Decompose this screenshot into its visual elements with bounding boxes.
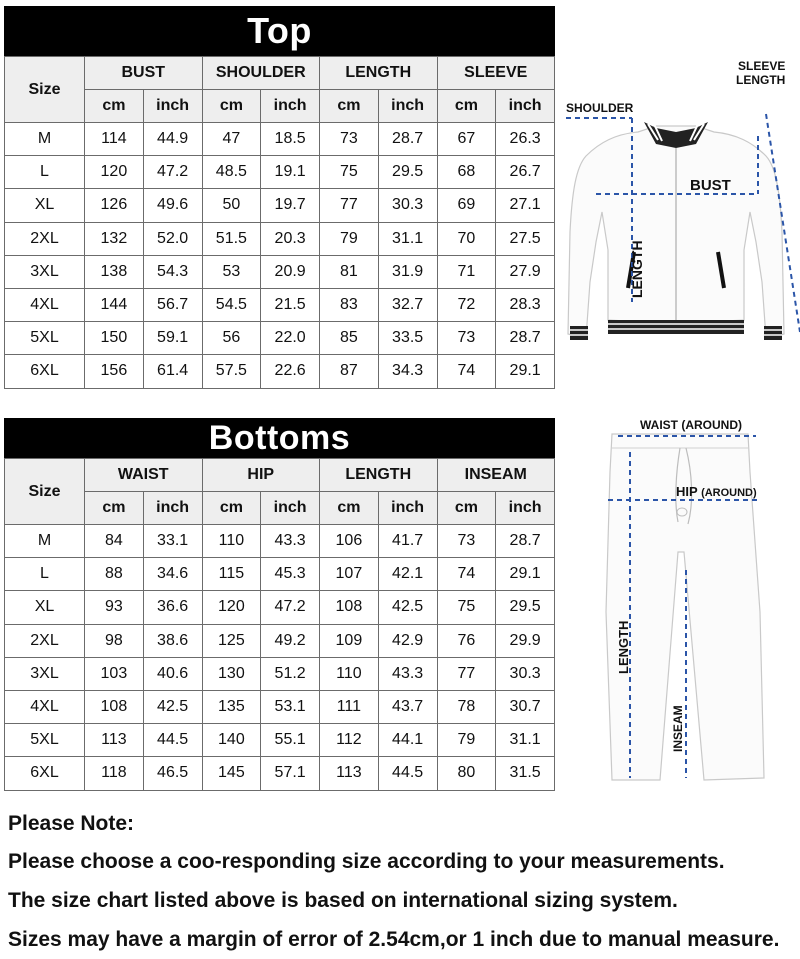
unit-header: cm (320, 492, 379, 525)
measurement-cell: 50 (202, 189, 261, 222)
measurement-cell: 54.3 (143, 255, 202, 288)
measurement-cell: 78 (437, 690, 496, 723)
measurement-cell: 80 (437, 757, 496, 790)
measurement-cell: 42.5 (378, 591, 437, 624)
measurement-cell: 42.9 (378, 624, 437, 657)
measurement-cell: 93 (85, 591, 144, 624)
sleeve-header: SLEEVE (437, 57, 555, 90)
table-row (5, 222, 555, 255)
measurement-cell: 29.9 (496, 624, 555, 657)
measurement-cell: 59.1 (143, 322, 202, 355)
size-cell: M (5, 123, 85, 156)
table-row (5, 657, 555, 690)
measurement-cell: 40.6 (143, 657, 202, 690)
measurement-cell: 113 (320, 757, 379, 790)
measurement-cell: 28.7 (496, 322, 555, 355)
measurement-cell: 71 (437, 255, 496, 288)
measurement-cell: 126 (85, 189, 144, 222)
measurement-cell: 114 (85, 123, 144, 156)
measurement-cell: 115 (202, 558, 261, 591)
unit-header: cm (320, 90, 379, 123)
measurement-cell: 31.5 (496, 757, 555, 790)
measurement-cell: 20.3 (261, 222, 320, 255)
measurement-cell: 42.5 (143, 690, 202, 723)
pants-length-label: LENGTH (616, 620, 631, 674)
measurement-cell: 30.7 (496, 690, 555, 723)
pants-waist-label (640, 418, 742, 432)
measurement-cell: 43.3 (261, 525, 320, 558)
pants-inseam-label: INSEAM (671, 705, 685, 752)
measurement-cell: 43.7 (378, 690, 437, 723)
measurement-cell: 83 (320, 288, 379, 321)
length-header: LENGTH (320, 459, 438, 492)
measurement-cell: 47 (202, 123, 261, 156)
table-row (5, 525, 555, 558)
measurement-cell: 84 (85, 525, 144, 558)
measurement-cell: 22.0 (261, 322, 320, 355)
measurement-cell: 29.1 (496, 355, 555, 388)
size-header: Size (5, 57, 85, 123)
measurement-cell: 44.5 (143, 724, 202, 757)
unit-header: cm (85, 90, 144, 123)
measurement-cell: 31.9 (378, 255, 437, 288)
measurement-cell: 18.5 (261, 123, 320, 156)
table-row (5, 757, 555, 790)
table-row (5, 322, 555, 355)
measurement-cell: 43.3 (378, 657, 437, 690)
measurement-cell: 26.7 (496, 156, 555, 189)
measurement-cell: 110 (320, 657, 379, 690)
shoulder-header: SHOULDER (202, 57, 320, 90)
unit-header: inch (261, 492, 320, 525)
size-cell: 6XL (5, 355, 85, 388)
bust-header: BUST (85, 57, 203, 90)
size-cell: 3XL (5, 255, 85, 288)
measurement-cell: 33.1 (143, 525, 202, 558)
measurement-cell: 29.5 (378, 156, 437, 189)
unit-header: inch (378, 90, 437, 123)
jacket-icon (568, 122, 784, 340)
measurement-cell: 51.5 (202, 222, 261, 255)
measurement-cell: 125 (202, 624, 261, 657)
measurement-cell: 29.1 (496, 558, 555, 591)
measurement-cell: 29.5 (496, 591, 555, 624)
measurement-cell: 103 (85, 657, 144, 690)
measurement-cell: 88 (85, 558, 144, 591)
size-cell: XL (5, 591, 85, 624)
measurement-cell: 56.7 (143, 288, 202, 321)
measurement-cell: 21.5 (261, 288, 320, 321)
unit-header: cm (437, 90, 496, 123)
measurement-cell: 67 (437, 123, 496, 156)
unit-header: inch (261, 90, 320, 123)
bottoms-size-section (4, 418, 555, 791)
measurement-cell: 75 (320, 156, 379, 189)
measurement-cell: 144 (85, 288, 144, 321)
measurement-cell: 150 (85, 322, 144, 355)
waist-header: WAIST (85, 459, 203, 492)
measurement-cell: 74 (437, 355, 496, 388)
pants-hip-text: HIP (676, 484, 698, 499)
measurement-cell: 109 (320, 624, 379, 657)
table-row (5, 690, 555, 723)
pants-waist-text: WAIST (640, 418, 678, 432)
measurement-cell: 79 (320, 222, 379, 255)
measurement-cell: 118 (85, 757, 144, 790)
measurement-cell: 120 (202, 591, 261, 624)
top-size-table (4, 56, 555, 389)
size-cell: M (5, 525, 85, 558)
size-cell: 6XL (5, 757, 85, 790)
jacket-shoulder-label: SHOULDER (566, 101, 634, 115)
measurement-cell: 79 (437, 724, 496, 757)
measurement-cell: 32.7 (378, 288, 437, 321)
measurement-cell: 26.3 (496, 123, 555, 156)
measurement-cell: 75 (437, 591, 496, 624)
measurement-cell: 30.3 (496, 657, 555, 690)
unit-header: cm (437, 492, 496, 525)
measurement-cell: 19.1 (261, 156, 320, 189)
table-row (5, 189, 555, 222)
size-cell: L (5, 558, 85, 591)
measurement-cell: 77 (320, 189, 379, 222)
measurement-cell: 52.0 (143, 222, 202, 255)
measurement-cell: 140 (202, 724, 261, 757)
size-cell: L (5, 156, 85, 189)
measurement-cell: 81 (320, 255, 379, 288)
table-row (5, 355, 555, 388)
pants-hip-sub: (AROUND) (701, 487, 757, 499)
measurement-cell: 54.5 (202, 288, 261, 321)
jacket-sleeve-label-2: LENGTH (736, 73, 786, 87)
measurement-cell: 61.4 (143, 355, 202, 388)
measurement-cell: 156 (85, 355, 144, 388)
measurement-cell: 28.7 (496, 525, 555, 558)
measurement-cell: 46.5 (143, 757, 202, 790)
table-row (5, 288, 555, 321)
unit-header: inch (143, 90, 202, 123)
measurement-cell: 28.7 (378, 123, 437, 156)
measurement-cell: 45.3 (261, 558, 320, 591)
size-header: Size (5, 459, 85, 525)
measurement-cell: 72 (437, 288, 496, 321)
top-title: Top (4, 6, 555, 56)
measurement-cell: 98 (85, 624, 144, 657)
measurement-cell: 27.1 (496, 189, 555, 222)
hip-header: HIP (202, 459, 320, 492)
pants-diagram (600, 412, 800, 792)
measurement-cell: 34.6 (143, 558, 202, 591)
measurement-cell: 42.1 (378, 558, 437, 591)
note-heading: Please Note: (8, 812, 135, 835)
note-line: The size chart listed above is based on international sizing system. (8, 889, 678, 912)
measurement-cell: 22.6 (261, 355, 320, 388)
unit-header: cm (202, 492, 261, 525)
measurement-cell: 145 (202, 757, 261, 790)
jacket-length-label: LENGTH (629, 240, 645, 298)
measurement-cell: 41.7 (378, 525, 437, 558)
size-cell: 2XL (5, 222, 85, 255)
measurement-cell: 57.5 (202, 355, 261, 388)
measurement-cell: 120 (85, 156, 144, 189)
measurement-cell: 49.2 (261, 624, 320, 657)
measurement-cell: 87 (320, 355, 379, 388)
measurement-cell: 110 (202, 525, 261, 558)
measurement-cell: 34.3 (378, 355, 437, 388)
measurement-cell: 48.5 (202, 156, 261, 189)
pants-waist-sub: (AROUND) (681, 418, 742, 432)
measurement-cell: 108 (320, 591, 379, 624)
size-cell: 4XL (5, 690, 85, 723)
unit-header: inch (378, 492, 437, 525)
size-cell: XL (5, 189, 85, 222)
measurement-cell: 112 (320, 724, 379, 757)
jacket-bust-label: BUST (690, 177, 731, 194)
length-header: LENGTH (320, 57, 438, 90)
measurement-cell: 36.6 (143, 591, 202, 624)
measurement-cell: 27.9 (496, 255, 555, 288)
measurement-cell: 27.5 (496, 222, 555, 255)
measurement-cell: 53.1 (261, 690, 320, 723)
table-row (5, 156, 555, 189)
measurement-cell: 44.9 (143, 123, 202, 156)
measurement-cell: 53 (202, 255, 261, 288)
top-size-section (4, 6, 555, 389)
bottoms-size-table (4, 458, 555, 791)
unit-header: inch (143, 492, 202, 525)
measurement-cell: 30.3 (378, 189, 437, 222)
measurement-cell: 108 (85, 690, 144, 723)
size-cell: 3XL (5, 657, 85, 690)
note-line: Please choose a coo-responding size according to your measurements. (8, 850, 725, 873)
measurement-cell: 130 (202, 657, 261, 690)
unit-header: cm (85, 492, 144, 525)
measurement-cell: 106 (320, 525, 379, 558)
table-row (5, 724, 555, 757)
measurement-cell: 73 (320, 123, 379, 156)
measurement-cell: 31.1 (378, 222, 437, 255)
measurement-cell: 38.6 (143, 624, 202, 657)
measurement-cell: 69 (437, 189, 496, 222)
unit-header: inch (496, 90, 555, 123)
bottoms-title: Bottoms (4, 418, 555, 458)
table-row (5, 558, 555, 591)
measurement-cell: 85 (320, 322, 379, 355)
measurement-cell: 49.6 (143, 189, 202, 222)
inseam-header: INSEAM (437, 459, 555, 492)
size-cell: 5XL (5, 322, 85, 355)
table-row (5, 624, 555, 657)
measurement-cell: 73 (437, 322, 496, 355)
measurement-cell: 76 (437, 624, 496, 657)
measurement-cell: 19.7 (261, 189, 320, 222)
size-cell: 2XL (5, 624, 85, 657)
table-row (5, 591, 555, 624)
table-row (5, 255, 555, 288)
measurement-cell: 47.2 (143, 156, 202, 189)
jacket-sleeve-label-1: SLEEVE (738, 59, 786, 73)
unit-header: cm (202, 90, 261, 123)
note-line: Sizes may have a margin of error of 2.54cm,or 1 inch due to manual measure. (8, 928, 780, 951)
pants-hip-label (676, 484, 757, 499)
measurement-cell: 138 (85, 255, 144, 288)
measurement-cell: 74 (437, 558, 496, 591)
measurement-cell: 44.1 (378, 724, 437, 757)
measurement-cell: 20.9 (261, 255, 320, 288)
measurement-cell: 113 (85, 724, 144, 757)
jacket-diagram (556, 52, 800, 352)
measurement-cell: 28.3 (496, 288, 555, 321)
size-cell: 5XL (5, 724, 85, 757)
measurement-cell: 135 (202, 690, 261, 723)
measurement-cell: 77 (437, 657, 496, 690)
measurement-cell: 111 (320, 690, 379, 723)
measurement-cell: 68 (437, 156, 496, 189)
measurement-cell: 44.5 (378, 757, 437, 790)
measurement-cell: 56 (202, 322, 261, 355)
measurement-cell: 51.2 (261, 657, 320, 690)
measurement-cell: 70 (437, 222, 496, 255)
measurement-cell: 73 (437, 525, 496, 558)
measurement-cell: 47.2 (261, 591, 320, 624)
measurement-cell: 132 (85, 222, 144, 255)
measurement-cell: 33.5 (378, 322, 437, 355)
top-table-body (5, 123, 555, 389)
unit-header: inch (496, 492, 555, 525)
measurement-cell: 55.1 (261, 724, 320, 757)
measurement-cell: 31.1 (496, 724, 555, 757)
measurement-cell: 57.1 (261, 757, 320, 790)
bottoms-table-body (5, 525, 555, 791)
measurement-cell: 107 (320, 558, 379, 591)
table-row (5, 123, 555, 156)
size-cell: 4XL (5, 288, 85, 321)
